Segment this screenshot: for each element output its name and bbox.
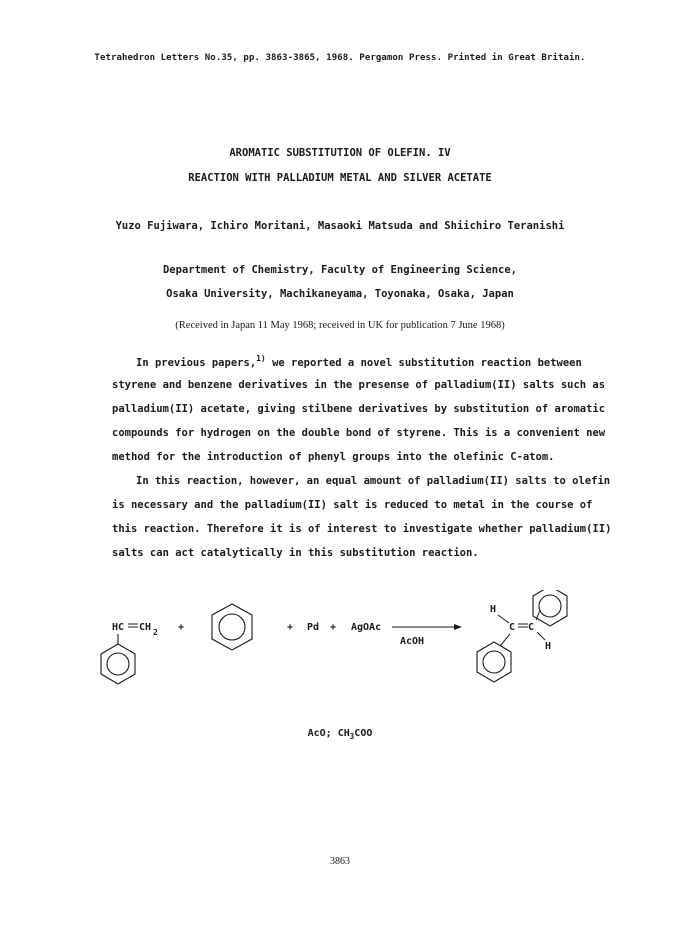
paragraph-2-line-1: In this reaction, however, an equal amount of palladium(II) salts to olefin <box>136 475 611 487</box>
paragraph-1-line-1 <box>136 354 582 369</box>
paragraph-1-text-b: we reported a novel substitution reaction between <box>265 357 582 369</box>
styrene-ch-label: CH <box>139 622 152 633</box>
paragraph-2-line-4: salts can act catalytically in this substitution reaction. <box>112 547 479 559</box>
paragraph-2-line-2: is necessary and the palladium(II) salt is reduced to metal in the course of <box>112 499 593 511</box>
paragraph-1-text-a: In previous papers, <box>136 357 257 369</box>
paragraph-1-line-3: palladium(II) acetate, giving stilbene derivatives by substitution of aromatic <box>112 403 606 415</box>
stilbene-product <box>477 590 567 682</box>
received-dates: (Received in Japan 11 May 1968; received in UK for publication 7 June 1968) <box>175 320 505 331</box>
paragraph-2-line-3: this reaction. Therefore it is of interest to investigate whether palladium(II) <box>112 523 612 535</box>
benzene <box>212 604 252 650</box>
plus-sign-1: + <box>178 622 185 633</box>
page-number: 3863 <box>330 856 350 867</box>
benzene-ring <box>212 604 252 650</box>
reference-marker: 1) <box>256 354 266 363</box>
authors: Yuzo Fujiwara, Ichiro Moritani, Masaoki Matsuda and Shiichiro Teranishi <box>115 220 565 232</box>
paragraph-1-line-4: compounds for hydrogen on the double bond of styrene. This is a convenient new <box>112 427 606 439</box>
product-c-right: C <box>528 622 535 633</box>
palladium-label: Pd <box>307 622 320 633</box>
styrene-hc-label: HC <box>112 622 125 633</box>
affiliation-line-2: Osaka University, Machikaneyama, Toyonaka, Osaka, Japan <box>166 288 514 300</box>
affiliation-line-1: Department of Chemistry, Faculty of Engineering Science, <box>162 264 517 276</box>
styrene-ch2-subscript: 2 <box>153 628 158 637</box>
product-c-left: C <box>509 622 516 633</box>
solvent-label: AcOH <box>400 636 425 647</box>
silver-acetate-label: AgOAc <box>351 622 382 633</box>
plus-sign-2: + <box>287 622 294 633</box>
product-h-upper: H <box>490 604 497 615</box>
paragraph-1-line-2: styrene and benzene derivatives in the presense of palladium(II) salts such as <box>112 379 606 391</box>
reaction-scheme <box>0 590 680 710</box>
title-line-2: REACTION WITH PALLADIUM METAL AND SILVER ACETATE <box>188 172 492 184</box>
acetate-abbreviation-note: AcO; $CH_3COO$ <box>307 728 373 741</box>
plus-sign-3: + <box>330 622 337 633</box>
styrene <box>101 622 158 684</box>
product-h-lower: H <box>545 641 552 652</box>
running-head: Tetrahedron Letters No.35, pp. 3863-3865, 1968. Pergamon Press. Printed in Great Britain. <box>94 53 586 63</box>
title-line-1: AROMATIC SUBSTITUTION OF OLEFIN. IV <box>229 147 451 159</box>
product-lower-ring <box>477 642 511 682</box>
paragraph-1-line-5: method for the introduction of phenyl groups into the olefinic C-atom. <box>112 451 555 463</box>
styrene-benzene-ring <box>101 644 135 684</box>
